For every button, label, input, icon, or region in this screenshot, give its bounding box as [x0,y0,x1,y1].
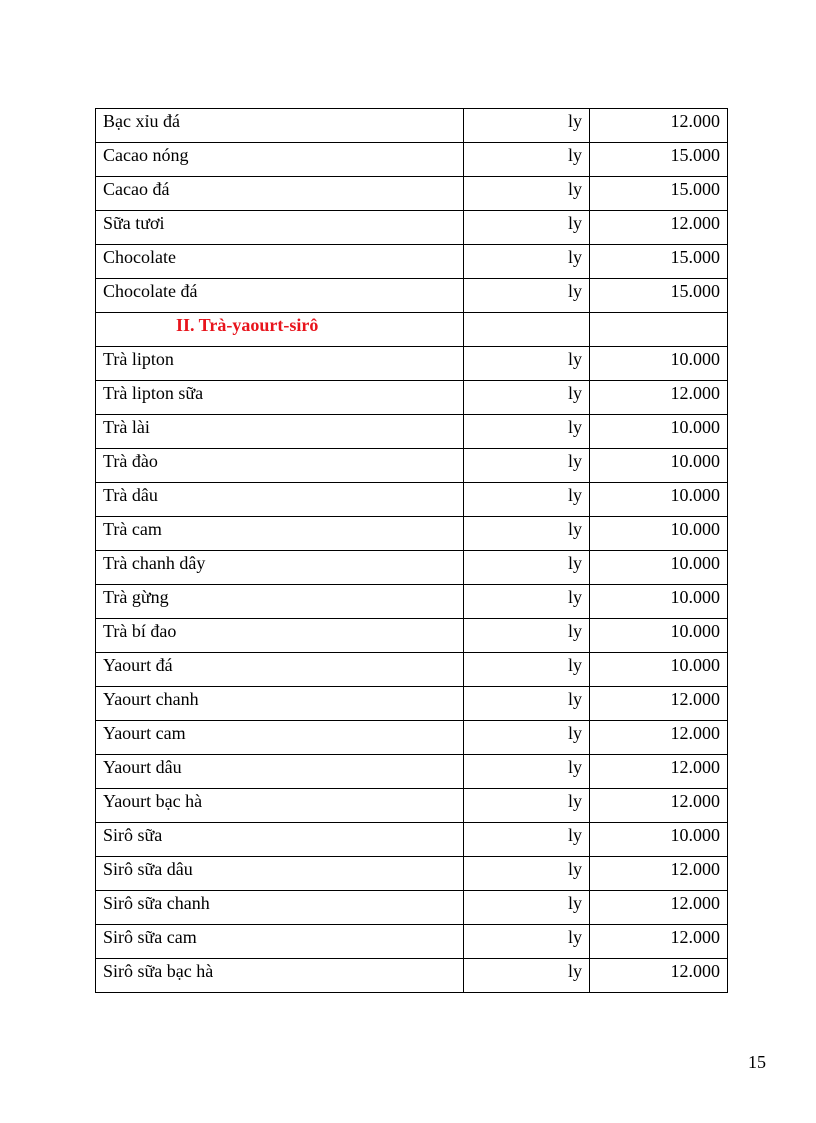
item-name: Sirô sữa chanh [96,891,464,925]
item-unit: ly [464,823,590,857]
item-price: 15.000 [590,177,728,211]
item-price: 10.000 [590,483,728,517]
table-row [96,143,728,177]
item-unit: ly [464,925,590,959]
section-heading-row [96,313,728,347]
item-name: Trà lài [96,415,464,449]
item-price: 12.000 [590,109,728,143]
table-row [96,857,728,891]
item-name: Chocolate [96,245,464,279]
item-name: Yaourt chanh [96,687,464,721]
item-price: 10.000 [590,449,728,483]
item-name: Sirô sữa dâu [96,857,464,891]
item-price: 12.000 [590,959,728,993]
item-price: 12.000 [590,857,728,891]
item-price: 12.000 [590,925,728,959]
table-row [96,415,728,449]
item-unit: ly [464,415,590,449]
item-unit: ly [464,959,590,993]
item-price: 15.000 [590,245,728,279]
item-name: Cacao nóng [96,143,464,177]
item-price: 12.000 [590,789,728,823]
table-row [96,279,728,313]
item-unit: ly [464,279,590,313]
table-row [96,177,728,211]
item-unit [464,313,590,347]
item-unit: ly [464,755,590,789]
item-price: 12.000 [590,381,728,415]
item-name: Trà chanh dây [96,551,464,585]
item-name: Yaourt đá [96,653,464,687]
item-unit: ly [464,721,590,755]
table-row [96,721,728,755]
item-price: 12.000 [590,755,728,789]
item-unit: ly [464,483,590,517]
item-name: Trà bí đao [96,619,464,653]
item-unit: ly [464,449,590,483]
item-unit: ly [464,347,590,381]
table-row [96,653,728,687]
item-name: Yaourt cam [96,721,464,755]
item-name: Sữa tươi [96,211,464,245]
table-row [96,551,728,585]
item-unit: ly [464,619,590,653]
item-name: Sirô sữa [96,823,464,857]
table-row [96,619,728,653]
item-price: 15.000 [590,279,728,313]
table-row [96,483,728,517]
price-table-body [96,109,728,993]
item-name: Trà lipton [96,347,464,381]
item-price: 12.000 [590,721,728,755]
item-name: Trà lipton sữa [96,381,464,415]
item-name: Yaourt bạc hà [96,789,464,823]
item-unit: ly [464,381,590,415]
item-price: 10.000 [590,517,728,551]
item-name: Trà dâu [96,483,464,517]
item-unit: ly [464,245,590,279]
item-price: 10.000 [590,347,728,381]
item-unit: ly [464,517,590,551]
table-row [96,211,728,245]
item-name: Chocolate đá [96,279,464,313]
item-unit: ly [464,177,590,211]
item-unit: ly [464,653,590,687]
item-name: Yaourt dâu [96,755,464,789]
table-row [96,925,728,959]
item-price: 10.000 [590,619,728,653]
item-name: Sirô sữa bạc hà [96,959,464,993]
item-unit: ly [464,211,590,245]
item-price: 12.000 [590,687,728,721]
item-unit: ly [464,109,590,143]
item-price: 15.000 [590,143,728,177]
item-price: 12.000 [590,891,728,925]
table-row [96,449,728,483]
table-row [96,823,728,857]
price-table [95,108,728,993]
item-name: Cacao đá [96,177,464,211]
table-row [96,585,728,619]
item-unit: ly [464,857,590,891]
item-price: 12.000 [590,211,728,245]
item-price: 10.000 [590,551,728,585]
item-name: Trà đào [96,449,464,483]
table-row [96,347,728,381]
item-unit: ly [464,687,590,721]
table-row [96,517,728,551]
item-unit: ly [464,891,590,925]
table-row [96,789,728,823]
item-price: 10.000 [590,585,728,619]
item-unit: ly [464,143,590,177]
table-row [96,109,728,143]
item-unit: ly [464,551,590,585]
item-name: Sirô sữa cam [96,925,464,959]
table-row [96,891,728,925]
item-price: 10.000 [590,415,728,449]
section-heading: II. Trà-yaourt-sirô [96,313,464,347]
item-price: 10.000 [590,653,728,687]
page-number: 15 [748,1052,766,1072]
item-name: Bạc xỉu đá [96,109,464,143]
item-price: 10.000 [590,823,728,857]
table-row [96,959,728,993]
item-unit: ly [464,585,590,619]
item-unit: ly [464,789,590,823]
item-name: Trà gừng [96,585,464,619]
table-row [96,245,728,279]
table-row [96,687,728,721]
item-price [590,313,728,347]
item-name: Trà cam [96,517,464,551]
table-row [96,381,728,415]
table-row [96,755,728,789]
